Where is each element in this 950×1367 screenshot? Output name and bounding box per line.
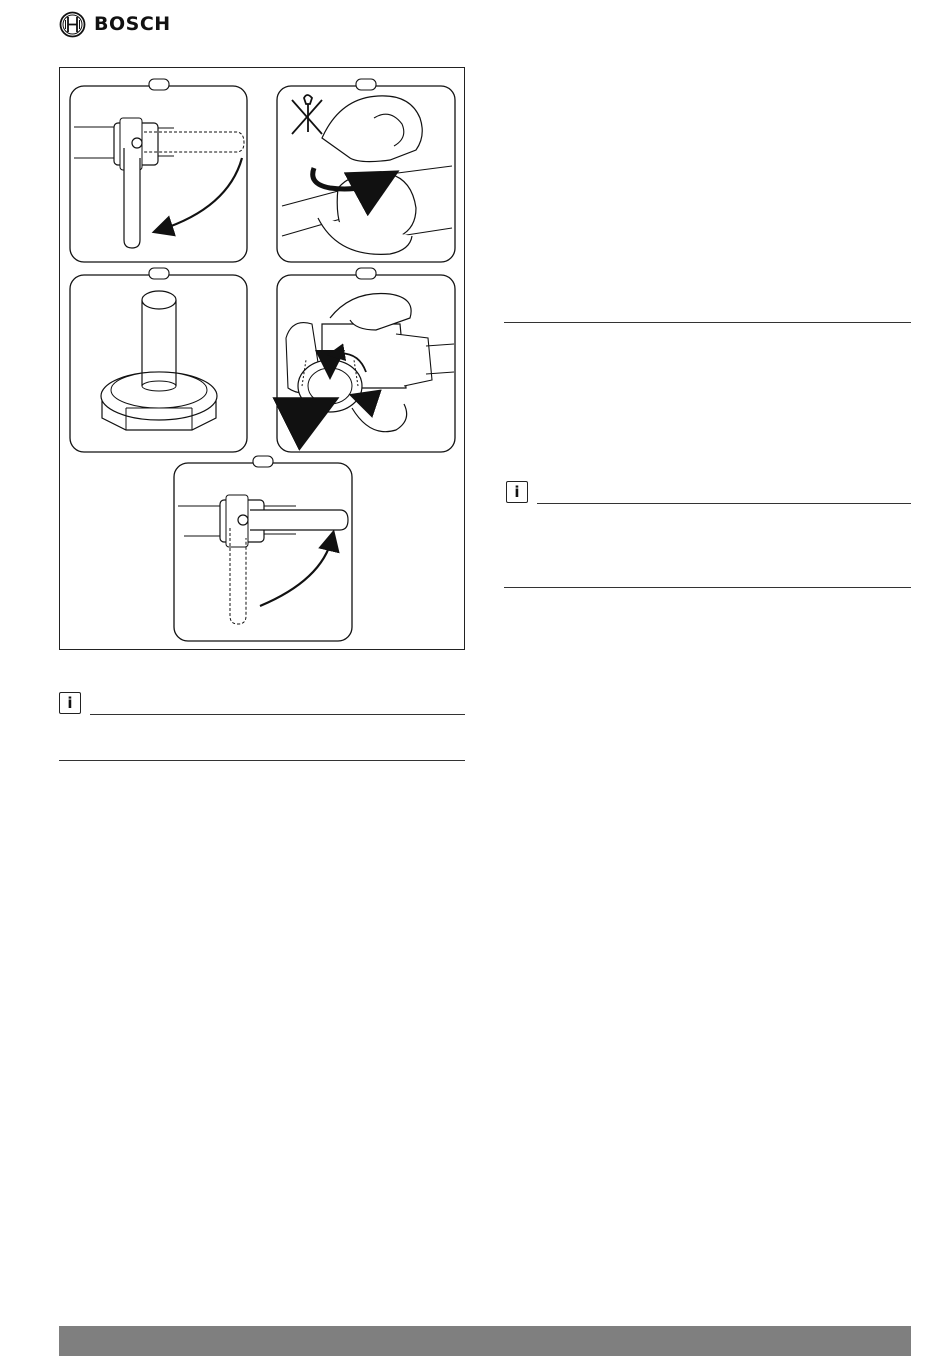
footer-bar: [59, 1326, 911, 1356]
note-divider-top: [537, 503, 911, 504]
info-icon: i: [59, 692, 81, 714]
info-icon: i: [506, 481, 528, 503]
note-divider-bottom: [59, 760, 465, 761]
bosch-armature-logo-icon: [59, 11, 86, 38]
figure-frame: [59, 67, 465, 650]
figure-panel-5: [174, 456, 352, 641]
brand-header: [59, 10, 171, 38]
figure-panel-1: [70, 79, 247, 262]
figure-panel-3: [70, 268, 247, 452]
figure-illustrations: [60, 68, 464, 649]
figure-panel-4: [277, 268, 455, 452]
note-divider-bottom: [504, 587, 911, 588]
section-divider: [504, 322, 911, 323]
brand-name: BOSCH: [94, 13, 171, 35]
figure-panel-2: [277, 79, 455, 262]
note-divider-top: [90, 714, 465, 715]
